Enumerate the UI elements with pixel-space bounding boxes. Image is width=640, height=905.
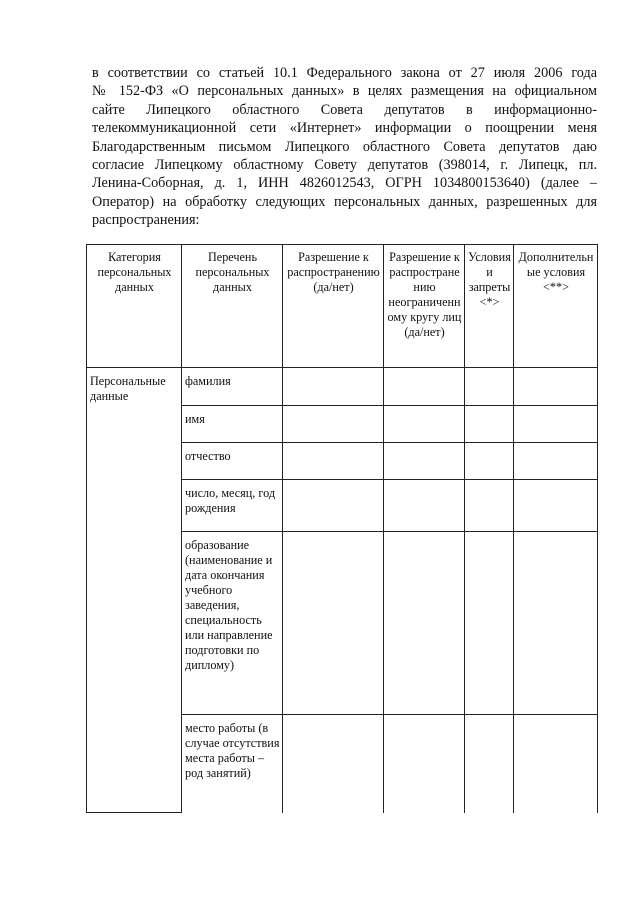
consent-intro-paragraph — [92, 64, 597, 230]
intro-line: согласие Липецкому областному Совету депутатов (398014, г. Липецк, пл. — [92, 156, 597, 173]
data-item-cell: образование (наименование и дата окончания учебного заведения, специальность или направление подготовки по диплому) — [182, 532, 283, 715]
table-row — [87, 368, 598, 406]
intro-line: Ленина-Соборная, д. 1, ИНН 4826012543, ОГРН 1034800153640) (далее – — [92, 175, 597, 192]
header-conditions-and-prohibitions: Условия и запреты <*> — [465, 245, 514, 368]
additional-conditions-input-cell[interactable] — [514, 406, 598, 443]
permission-input-cell[interactable] — [283, 443, 384, 480]
header-category: Категория персональных данных — [87, 245, 182, 368]
intro-line: телекоммуникационной сети «Интернет» информации о поощрении меня — [92, 120, 597, 137]
data-item-cell: отчество — [182, 443, 283, 480]
permission-input-cell[interactable] — [283, 480, 384, 532]
additional-conditions-input-cell[interactable] — [514, 715, 598, 813]
header-distribution-permission: Разрешение к распространению (да/нет) — [283, 245, 384, 368]
permission-input-cell[interactable] — [283, 715, 384, 813]
unlimited-permission-input-cell[interactable] — [384, 532, 465, 715]
intro-line: Благодарственным письмом Липецкого областного Совета депутатов даю — [92, 138, 597, 155]
intro-line: сайте Липецкого областного Совета депутатов в информационно- — [92, 101, 597, 118]
additional-conditions-input-cell[interactable] — [514, 368, 598, 406]
conditions-input-cell[interactable] — [465, 368, 514, 406]
unlimited-permission-input-cell[interactable] — [384, 443, 465, 480]
additional-conditions-input-cell[interactable] — [514, 443, 598, 480]
header-additional-conditions: Дополнительные условия <**> — [514, 245, 598, 368]
intro-line: распространения: — [92, 212, 200, 229]
table-header-row — [87, 245, 598, 368]
intro-line: № 152-ФЗ «О персональных данных» в целях размещения на официальном — [92, 83, 597, 100]
data-item-cell: имя — [182, 406, 283, 443]
unlimited-permission-input-cell[interactable] — [384, 480, 465, 532]
conditions-input-cell[interactable] — [465, 406, 514, 443]
permission-input-cell[interactable] — [283, 368, 384, 406]
personal-data-table — [86, 244, 598, 813]
intro-line: Оператор) на обработку следующих персональных данных, разрешенных для — [92, 193, 597, 210]
data-item-cell: число, месяц, год рождения — [182, 480, 283, 532]
category-cell: Персональные данные — [87, 368, 182, 813]
data-item-cell: место работы (в случае отсутствия места работы – род занятий) — [182, 715, 283, 813]
unlimited-permission-input-cell[interactable] — [384, 368, 465, 406]
data-item-cell: фамилия — [182, 368, 283, 406]
intro-line: в соответствии со статьей 10.1 Федерального закона от 27 июля 2006 года — [92, 65, 597, 81]
additional-conditions-input-cell[interactable] — [514, 532, 598, 715]
header-data-list: Перечень персональных данных — [182, 245, 283, 368]
header-unlimited-distribution-permission: Разрешение к распространению неограниченному кругу лиц (да/нет) — [384, 245, 465, 368]
conditions-input-cell[interactable] — [465, 443, 514, 480]
permission-input-cell[interactable] — [283, 406, 384, 443]
conditions-input-cell[interactable] — [465, 532, 514, 715]
additional-conditions-input-cell[interactable] — [514, 480, 598, 532]
conditions-input-cell[interactable] — [465, 715, 514, 813]
permission-input-cell[interactable] — [283, 532, 384, 715]
unlimited-permission-input-cell[interactable] — [384, 715, 465, 813]
unlimited-permission-input-cell[interactable] — [384, 406, 465, 443]
conditions-input-cell[interactable] — [465, 480, 514, 532]
